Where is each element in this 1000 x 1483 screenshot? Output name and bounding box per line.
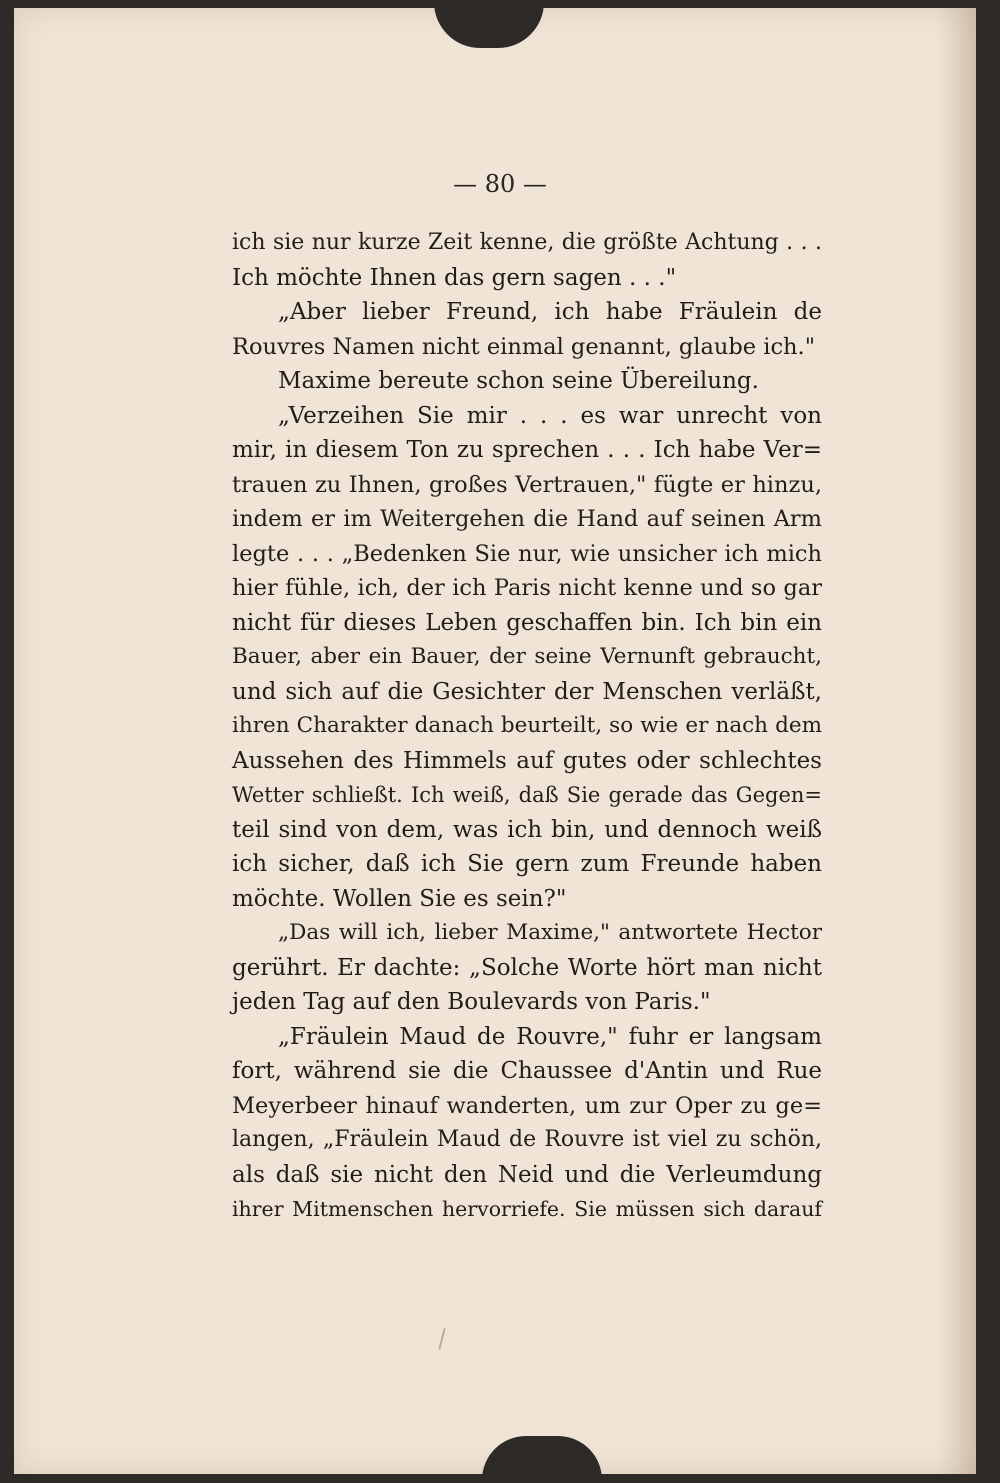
- page-number: — 80 —: [453, 170, 547, 198]
- page-notch-bottom: [482, 1436, 602, 1480]
- text-line: ich sie nur kurze Zeit kenne, die größte Achtung . . .: [232, 230, 822, 255]
- text-line: langen, „Fräulein Maud de Rouvre ist viel zu schön,: [232, 1127, 822, 1152]
- text-line: „Das will ich, lieber Maxime," antwortete Hector: [278, 920, 822, 945]
- text-line: „Fräulein Maud de Rouvre," fuhr er langsam: [278, 1023, 822, 1050]
- body-text: [232, 226, 822, 1227]
- text-line: hier fühle, ich, der ich Paris nicht kenne und so gar: [232, 575, 822, 601]
- text-line: jeden Tag auf den Boulevards von Paris.": [232, 989, 711, 1015]
- text-line: Ich möchte Ihnen das gern sagen . . .": [232, 264, 677, 291]
- text-line: Maxime bereute schon seine Übereilung.: [278, 368, 759, 394]
- text-line: Bauer, aber ein Bauer, der seine Vernunft gebraucht,: [232, 644, 822, 669]
- text-line: indem er im Weitergehen die Hand auf seinen Arm: [232, 506, 822, 532]
- page-edge-shadow: [936, 8, 976, 1474]
- text-line: fort, während sie die Chaussee d'Antin und Rue: [232, 1058, 822, 1084]
- text-line: Meyerbeer hinauf wanderten, um zur Oper zu ge=: [232, 1092, 822, 1119]
- text-line: teil sind von dem, was ich bin, und dennoch weiß: [232, 816, 822, 843]
- text-line: ich sicher, daß ich Sie gern zum Freunde haben: [232, 851, 822, 877]
- text-line: möchte. Wollen Sie es sein?": [232, 885, 567, 912]
- text-line: mir, in diesem Ton zu sprechen . . . Ich habe Ver=: [232, 437, 822, 463]
- text-line: trauen zu Ihnen, großes Vertrauen," fügte er hinzu,: [232, 471, 822, 498]
- text-line: und sich auf die Gesichter der Menschen verläßt,: [232, 678, 822, 705]
- text-line: Rouvres Namen nicht einmal genannt, glaube ich.": [232, 333, 816, 360]
- text-line: „Aber lieber Freund, ich habe Fräulein de: [278, 299, 822, 325]
- text-line: legte . . . „Bedenken Sie nur, wie unsicher ich mich: [232, 540, 822, 567]
- text-line: „Verzeihen Sie mir . . . es war unrecht von: [278, 402, 822, 429]
- text-line: ihrer Mitmenschen hervorriefe. Sie müssen sich darauf: [232, 1197, 822, 1221]
- text-line: Aussehen des Himmels auf gutes oder schlechtes: [232, 747, 822, 774]
- text-line: Wetter schließt. Ich weiß, daß Sie gerade das Gegen=: [232, 783, 822, 807]
- text-line: als daß sie nicht den Neid und die Verleumdung: [232, 1161, 822, 1188]
- text-line: nicht für dieses Leben geschaffen bin. Ich bin ein: [232, 609, 822, 636]
- text-line: ihren Charakter danach beurteilt, so wie er nach dem: [232, 713, 822, 738]
- text-line: gerührt. Er dachte: „Solche Worte hört man nicht: [232, 954, 822, 981]
- page-notch-top: [434, 2, 544, 48]
